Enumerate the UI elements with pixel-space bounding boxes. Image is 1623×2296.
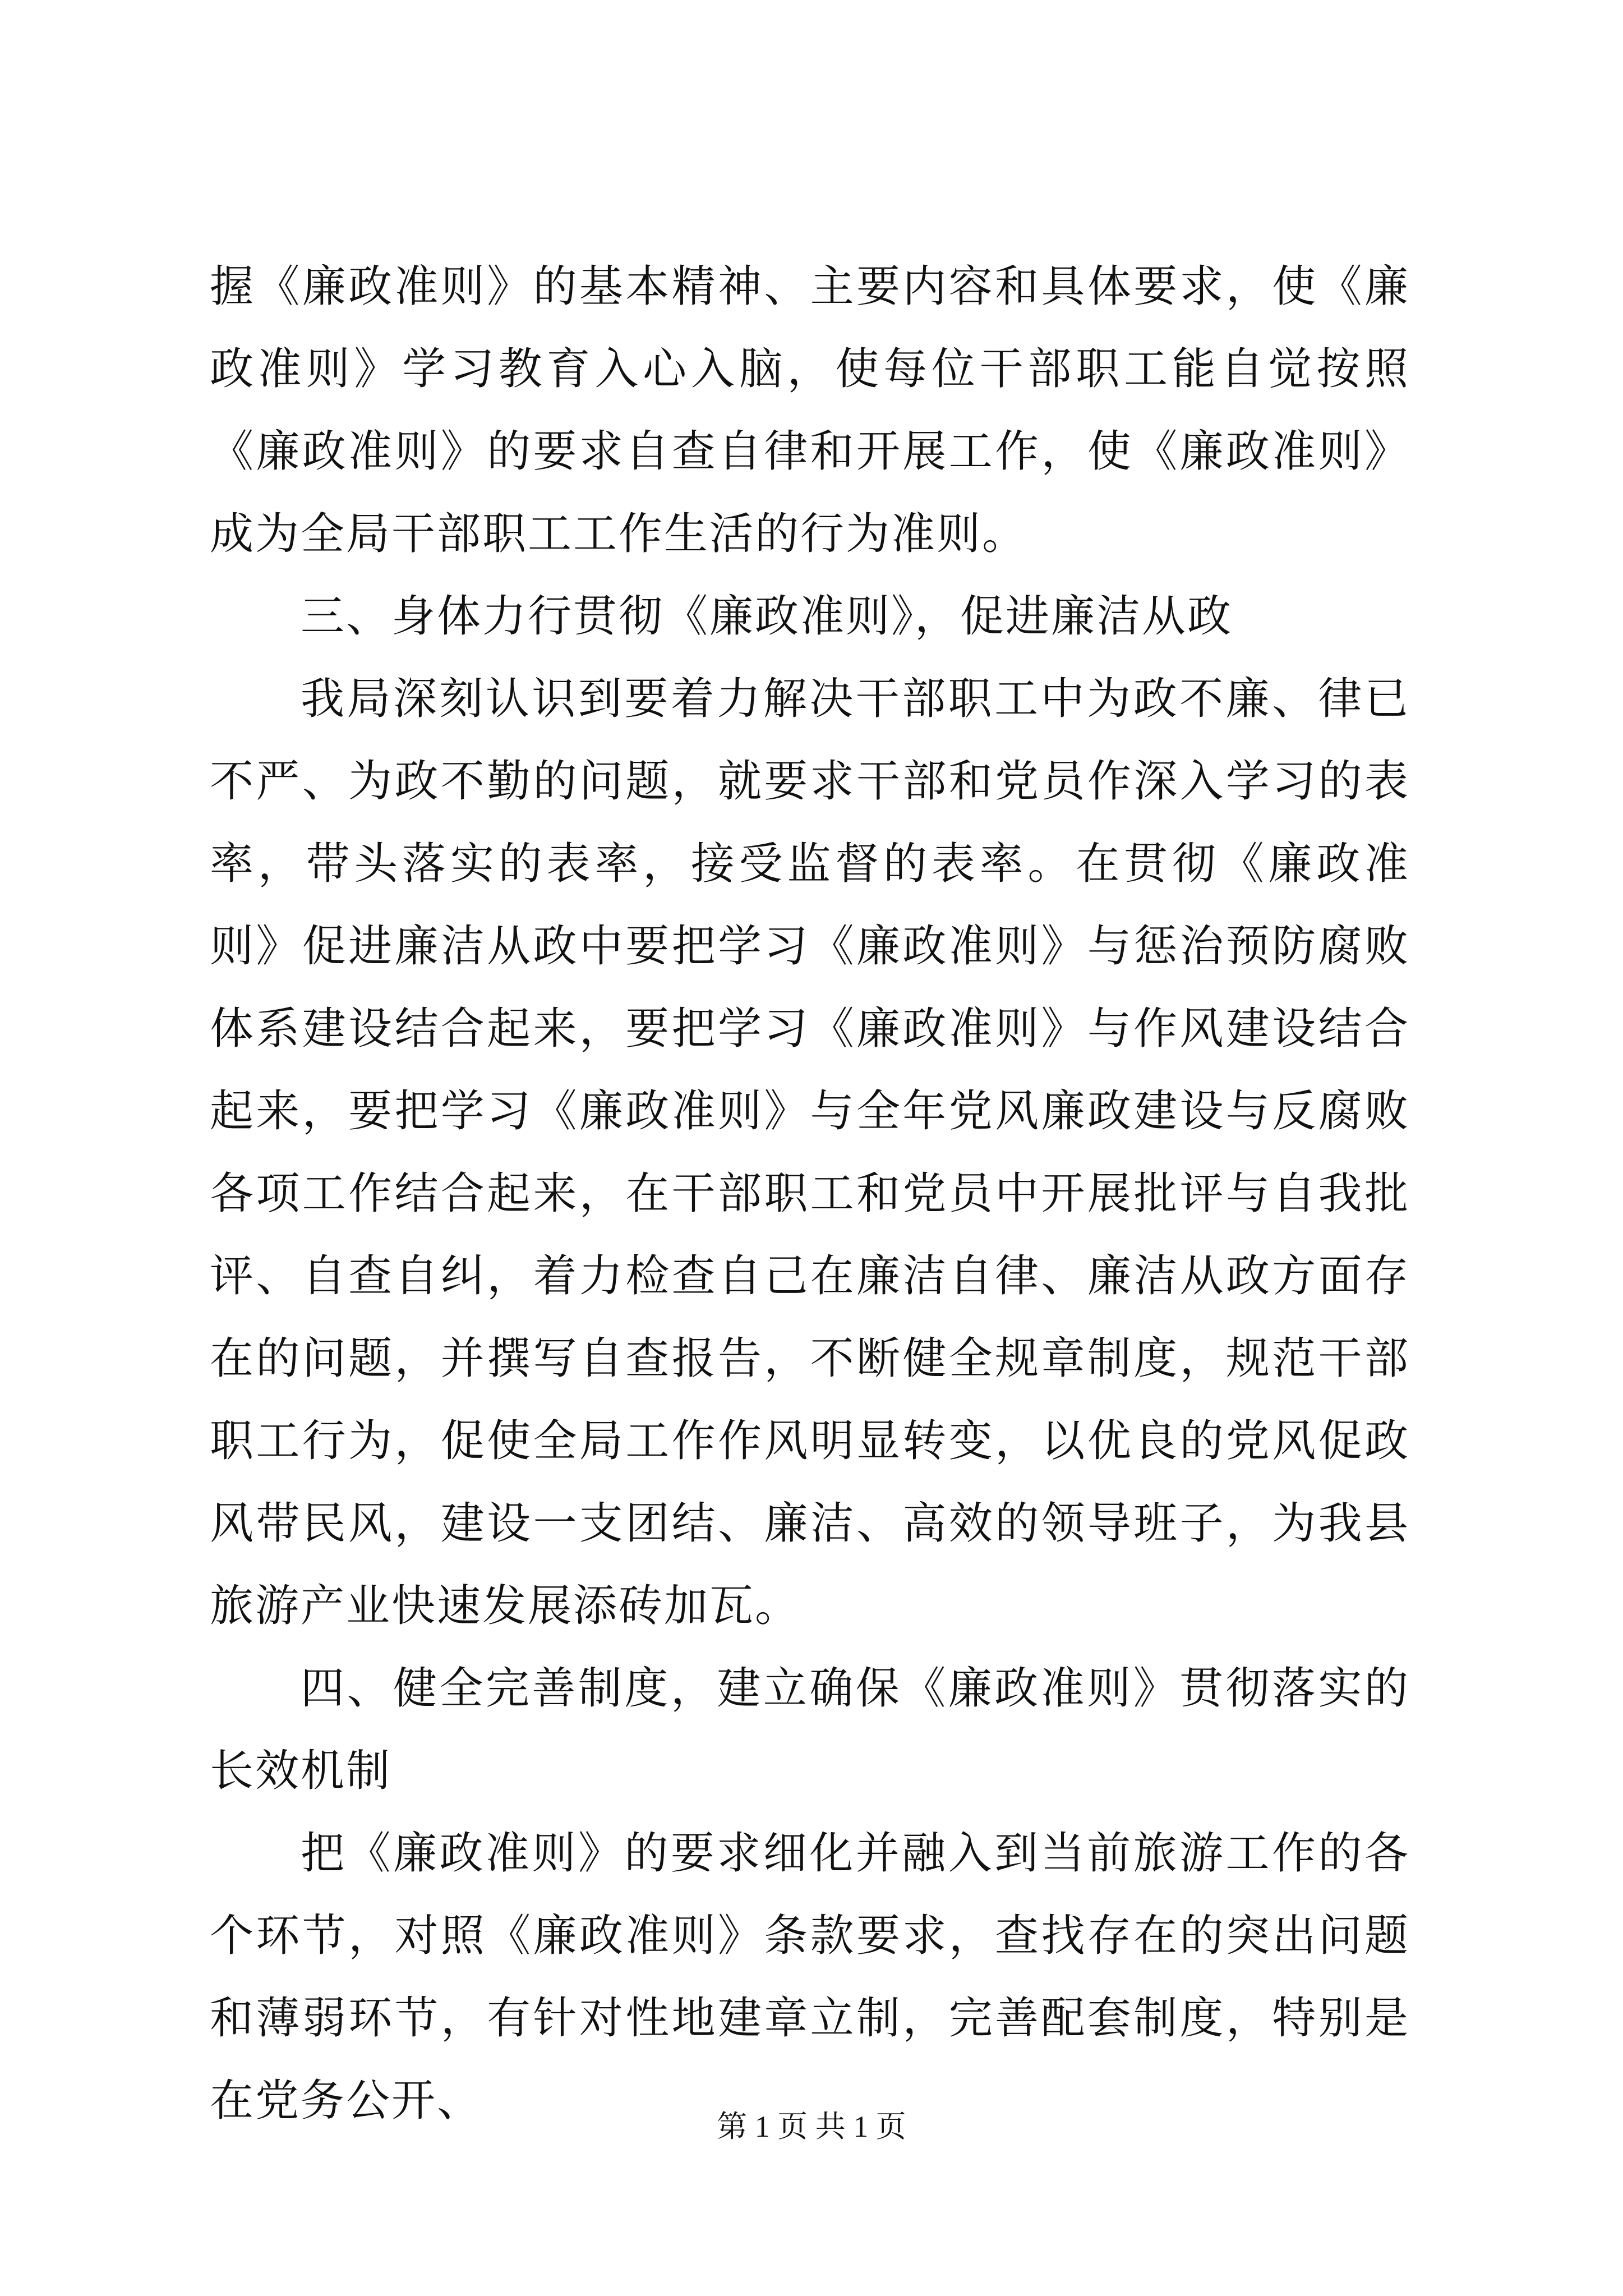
section-heading-4: 四、健全完善制度，建立确保《廉政准则》贯彻落实的长效机制 — [210, 1663, 1410, 1796]
paragraph-section-4: 把《廉政准则》的要求细化并融入到当前旅游工作的各个环节，对照《廉政准则》条款要求，查找存在的突出问题和薄弱环节，有针对性地建章立制，完善配套制度，特别是在党务公开、 — [210, 1828, 1410, 2126]
paragraph-continuation: 握《廉政准则》的基本精神、主要内容和具体要求，使《廉政准则》学习教育入心入脑，使每位干部职工能自觉按照《廉政准则》的要求自查自律和开展工作，使《廉政准则》成为全局干部职工工作生活的行为准则。 — [210, 261, 1410, 559]
document-body — [210, 246, 1410, 2142]
paragraph-section-3: 我局深刻认识到要着力解决干部职工中为政不廉、律已不严、为政不勤的问题，就要求干部和党员作深入学习的表率，带头落实的表率，接受监督的表率。在贯彻《廉政准则》促进廉洁从政中要把学习《廉政准则》与惩治预防腐败体系建设结合起来，要把学习《廉政准则》与作风建设结合起来，要把学习《廉政准则》与全年党风廉政建设与反腐败各项工作结合起来，在干部职工和党员中开展批评与自我批评、自查自纠，着力检查自己在廉洁自律、廉洁从政方面存在的问题，并撰写自查报告，不断健全规章制度，规范干部职工行为，促使全局工作作风明显转变，以优良的党风促政风带民风，建设一支团结、廉洁、高效的领导班子，为我县旅游产业快速发展添砖加瓦。 — [210, 674, 1410, 1631]
section-heading-3: 三、身体力行贯彻《廉政准则》，促进廉洁从政 — [301, 591, 1233, 642]
page-number-footer: 第 1 页 共 1 页 — [717, 2110, 906, 2143]
